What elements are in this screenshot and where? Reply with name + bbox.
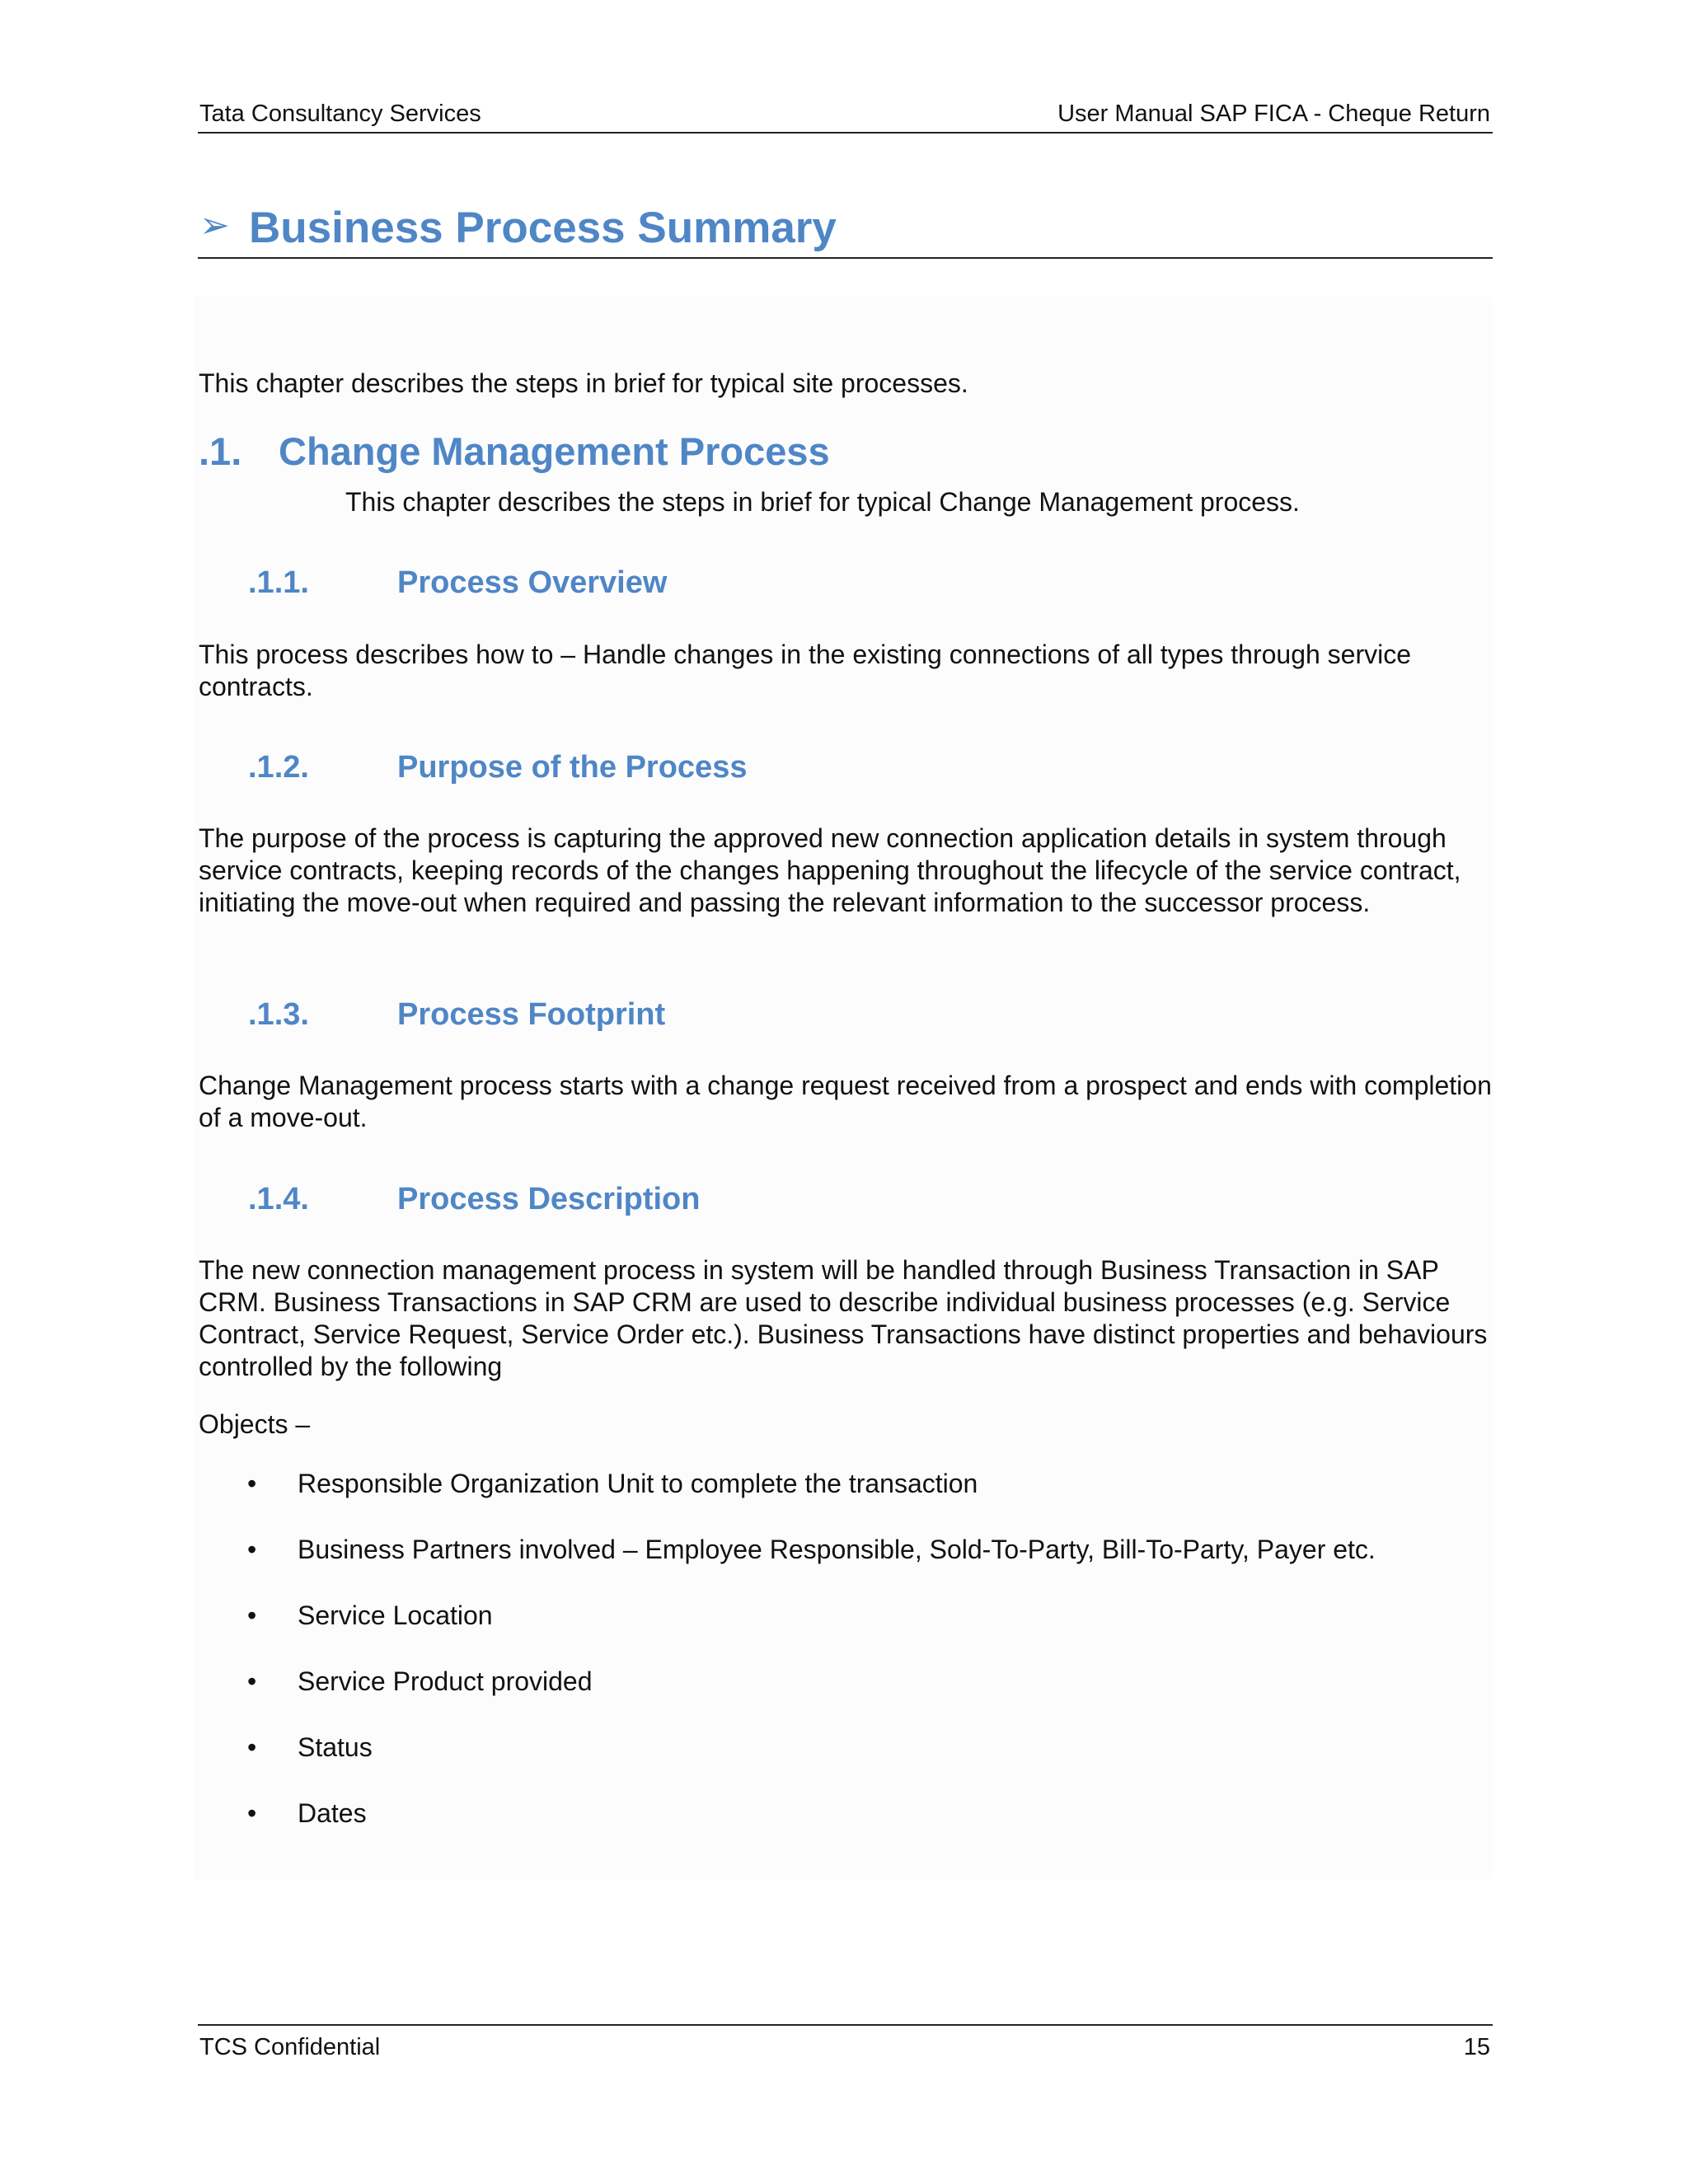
subsection-title: Process Description	[397, 1182, 701, 1216]
description-text: The new connection management process in system will be handled through Business Transaction in SAP CRM. Business Transactions in SAP CRM are used to describe individual business processes (e.g. Service Contract, Service Request, Service Order etc.). Business Transactions have distinct properties and behaviours controlled by the following	[199, 1255, 1488, 1381]
bullet-icon: •	[247, 1732, 257, 1762]
section-intro: This chapter describes the steps in brief for typical Change Management process.	[345, 487, 1300, 517]
footprint-text: Change Management process starts with a change request received from a prospect and ends with completion of a move-out.	[199, 1071, 1492, 1132]
list-item-text: Service Product provided	[298, 1666, 593, 1696]
section-title: Change Management Process	[279, 429, 830, 473]
bullet-icon: •	[247, 1798, 257, 1828]
chapter-intro: This chapter describes the steps in brief for typical site processes.	[199, 368, 968, 398]
subsection-title: Purpose of the Process	[397, 750, 748, 785]
list-item-text: Responsible Organization Unit to complete the transaction	[298, 1469, 978, 1498]
list-item-text: Dates	[298, 1798, 367, 1828]
subsection-number: .1.2.	[248, 750, 309, 785]
subsection-number: .1.1.	[248, 565, 309, 600]
subsection-heading-purpose	[248, 750, 990, 788]
list-item-text: Service Location	[298, 1601, 493, 1630]
page-header	[198, 97, 1493, 134]
bullet-icon: •	[247, 1535, 257, 1564]
section-number: .1.	[199, 429, 242, 473]
page-number: 15	[1463, 2034, 1490, 2060]
arrow-bullet-icon: ➢	[199, 205, 230, 246]
chapter-heading	[198, 196, 1493, 259]
list-item-text: Status	[298, 1732, 373, 1762]
subsection-heading-description	[248, 1182, 990, 1220]
subsection-heading-overview	[248, 565, 990, 603]
header-company: Tata Consultancy Services	[199, 101, 481, 127]
subsection-heading-footprint	[248, 997, 990, 1035]
page-footer	[198, 2024, 1493, 2065]
chapter-title: Business Process Summary	[249, 204, 837, 252]
bullet-icon: •	[247, 1469, 257, 1498]
footer-confidentiality: TCS Confidential	[199, 2034, 381, 2060]
list-item-text: Business Partners involved – Employee Responsible, Sold-To-Party, Bill-To-Party, Payer etc.	[298, 1535, 1376, 1564]
subsection-number: .1.3.	[248, 997, 309, 1032]
bullet-icon: •	[247, 1666, 257, 1696]
header-document-title: User Manual SAP FICA - Cheque Return	[1057, 101, 1490, 127]
subsection-title: Process Overview	[397, 565, 668, 600]
bullet-icon: •	[247, 1601, 257, 1630]
subsection-number: .1.4.	[248, 1182, 309, 1216]
subsection-title: Process Footprint	[397, 997, 666, 1032]
overview-text: This process describes how to – Handle changes in the existing connections of all types through service contracts.	[199, 640, 1412, 701]
purpose-text: The purpose of the process is capturing the approved new connection application details in system through service contracts, keeping records of the changes happening throughout the lifecycle of the service contract, initiating the move-out when required and passing the relevant information to the successor process.	[199, 823, 1461, 917]
objects-label: Objects –	[199, 1409, 311, 1439]
